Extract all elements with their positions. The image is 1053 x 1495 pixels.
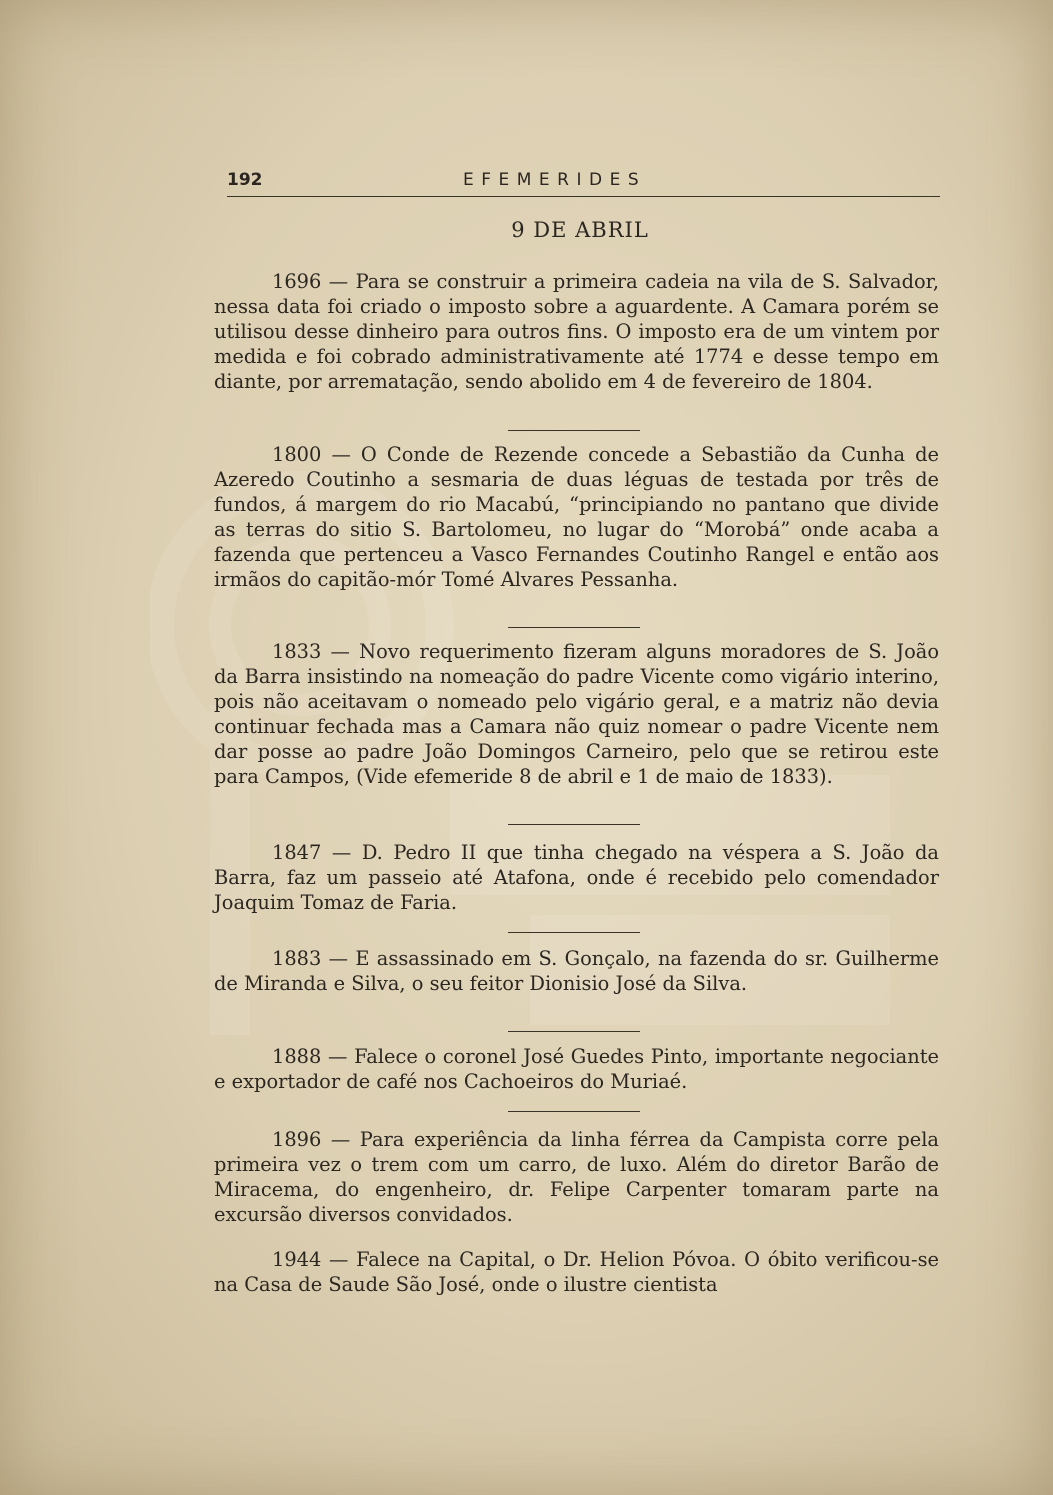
entry-text: 1800 — O Conde de Rezende concede a Sebastião da Cunha de Azeredo Coutinho a sesmaria de duas léguas de testada por três de fundos, á margem do rio Macabú, “principiando no pantano que divide as terras do sitio S. Bartolomeu, no lugar do “Morobá” onde acaba a fazenda que pertenceu a Vasco Fernandes Coutinho Rangel e então aos irmãos do capitão-mór Tomé Alvares Pessanha. [214,443,939,591]
entry-1944 [214,1247,939,1297]
separator [508,1111,640,1112]
separator [508,430,640,431]
separator [508,627,640,628]
running-title: EFEMERIDES [463,170,647,190]
entry-text: 1944 — Falece na Capital, o Dr. Helion Póvoa. O óbito verificou-se na Casa de Saude São José, onde o ilustre cientista [214,1248,939,1296]
entry-1888 [214,1044,939,1094]
entry-text: 1896 — Para experiência da linha férrea da Campista corre pela primeira vez o trem com um carro, de luxo. Além do diretor Barão de Miracema, do engenheiro, dr. Felipe Carpenter tomaram parte na excursão diversos convidados. [214,1128,939,1226]
entry-text: 1833 — Novo requerimento fizeram alguns moradores de S. João da Barra insistindo na nomeação do padre Vicente como vigário interino, pois não aceitavam o nomeado pelo vigário geral, e a matriz não devia continuar fechada mas a Camara não quiz nomear o padre Vicente nem dar posse ao padre João Domingos Carneiro, pelo que se retirou este para Campos, (Vide efemeride 8 de abril e 1 de maio de 1833). [214,640,939,788]
separator [508,932,640,933]
entry-1696 [214,269,939,394]
separator [508,1031,640,1032]
date-heading: 9 DE ABRIL [511,218,649,242]
entry-1847 [214,840,939,915]
entry-text: 1888 — Falece o coronel José Guedes Pinto, importante negociante e exportador de café nos Cachoeiros do Muriaé. [214,1045,939,1093]
page-number: 192 [227,170,263,190]
entry-text: 1696 — Para se construir a primeira cadeia na vila de S. Salvador, nessa data foi criado o imposto sobre a aguardente. A Camara porém se utilisou desse dinheiro para outros fins. O imposto era de um vintem por medida e foi cobrado administrativamente até 1774 e desse tempo em diante, por arrematação, sendo abolido em 4 de fevereiro de 1804. [214,270,939,393]
entry-1833 [214,639,939,789]
entry-1896 [214,1127,939,1227]
page-header [227,168,940,197]
entry-text: 1847 — D. Pedro II que tinha chegado na véspera a S. João da Barra, faz um passeio até Atafona, onde é recebido pelo comendador Joaquim Tomaz de Faria. [214,841,939,914]
entry-1800 [214,442,939,592]
separator [508,824,640,825]
entry-text: 1883 — E assassinado em S. Gonçalo, na fazenda do sr. Guilherme de Miranda e Silva, o seu feitor Dionisio José da Silva. [214,947,939,995]
entry-1883 [214,946,939,996]
